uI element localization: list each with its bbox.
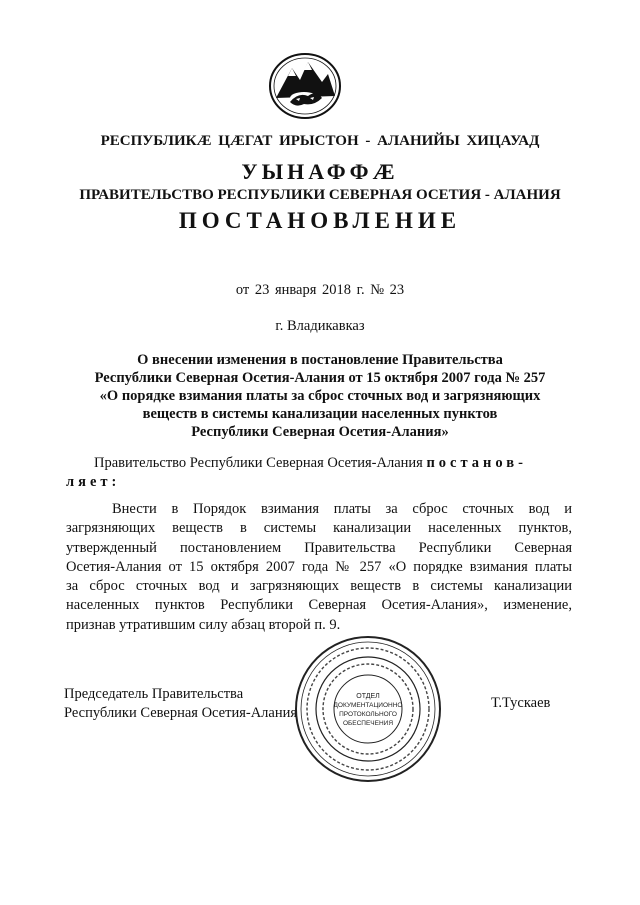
seal-text: ДОКУМЕНТАЦИОННО [333,702,403,709]
body-line: утвержденный постановлением Правительства Республики Северная [66,539,572,556]
seal-text: ОБЕСПЕЧЕНИЯ [342,720,394,727]
signer-position: Председатель Правительства [64,686,244,702]
title-line: «О порядке взимания платы за сброс сточных вод и загрязняющих [99,388,541,404]
header-ossetian-decree: УЫНАФФӔ [241,159,399,184]
preamble-spaced-verb-end: ляет: [66,474,121,490]
document-type-title: ПОСТАНОВЛЕНИЕ [178,208,462,233]
body-line: признав утратившим силу абзац второй п. 9. [66,616,341,633]
document-date-number: от 23 января 2018 г. № 23 [235,282,405,298]
title-line: Республики Северная Осетия-Алания» [191,424,449,440]
seal-text: ПРОТОКОЛЬНОГО [339,711,397,718]
signer-position: Республики Северная Осетия-Алания [64,705,298,721]
body-line: за сброс сточных вод и загрязняющих веществ в системы канализации [66,578,572,595]
title-line: Республики Северная Осетия-Алания от 15 октября 2007 года № 257 [94,370,546,386]
title-line: О внесении изменения в постановление Правительства [137,352,503,368]
body-line: населенных пунктов Республики Северная Осетия-Алания», изменение, [66,597,572,614]
title-line: веществ в системы канализации населенных пунктов [142,406,498,422]
header-ossetian-government: РЕСПУБЛИКӔ ЦӔГАТ ИРЫСТОН - АЛАНИЙЫ ХИЦАУАД [100,133,540,149]
signer-name: Т.Тускаев [491,695,551,711]
preamble-line [94,455,527,472]
body-line: Внести в Порядок взимания платы за сброс сточных вод и [112,501,572,517]
header-government-name: ПРАВИТЕЛЬСТВО РЕСПУБЛИКИ СЕВЕРНАЯ ОСЕТИЯ - АЛАНИЯ [79,187,561,203]
preamble-spaced-verb: постанов- [426,455,527,471]
body-line: загрязняющих веществ в системы канализации населенных пунктов, [66,520,572,537]
official-seal-icon [293,634,443,784]
document-city: г. Владикавказ [275,318,365,334]
preamble-text: Правительство Республики Северная Осетия-Алания [94,455,427,471]
seal-text: ОТДЕЛ [356,693,380,700]
emblem-icon [268,52,342,120]
body-line: Осетия-Алания от 15 октября 2007 года № 257 «О порядке взимания платы [66,558,572,575]
decree-body [66,500,572,635]
